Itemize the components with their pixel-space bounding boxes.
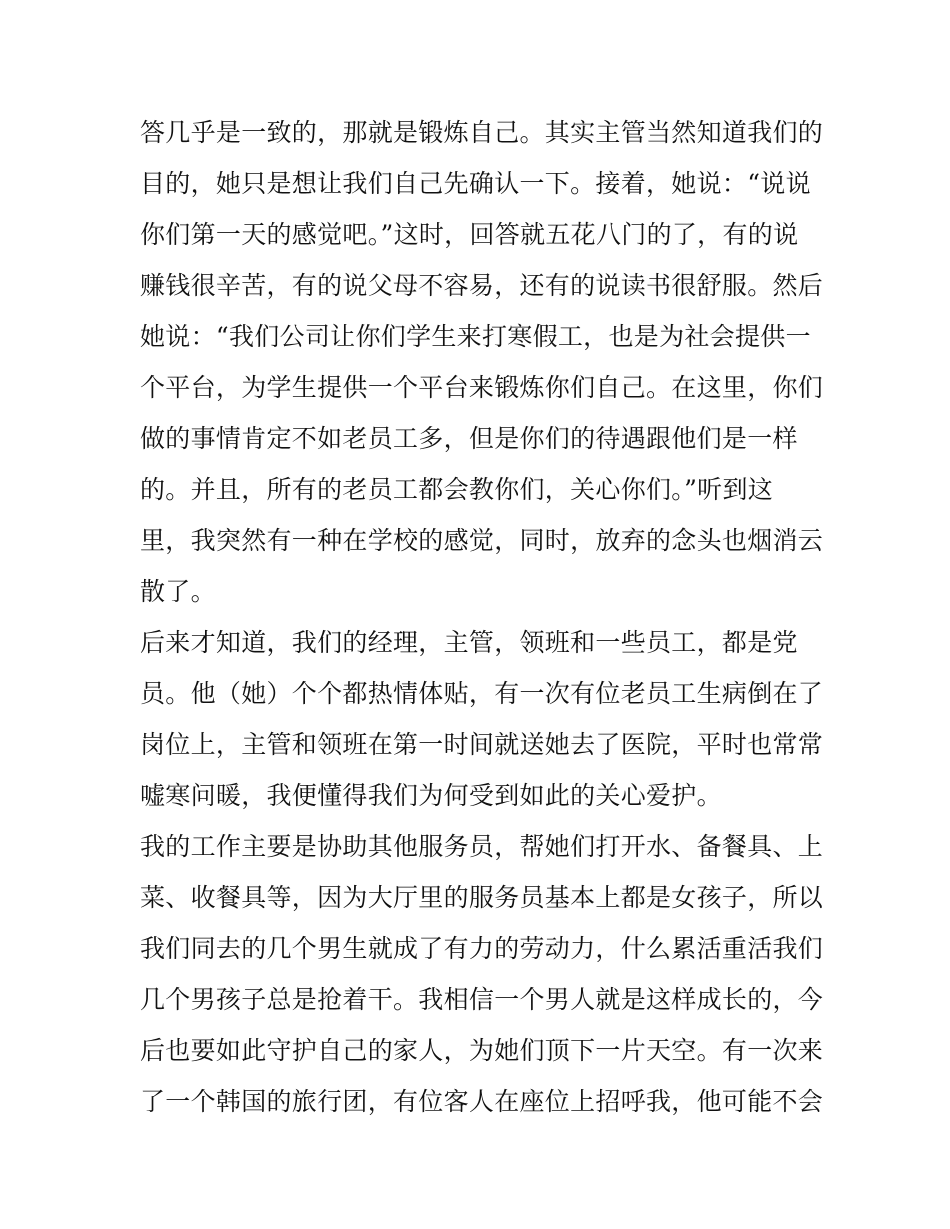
text-line: 员。他（她）个个都热情体贴，有一次有位老员工生病倒在了 [140, 679, 824, 708]
text-line: 她说：“我们公司让你们学生来打寒假工，也是为社会提供一 [140, 322, 811, 351]
text-line: 散了。 [140, 577, 216, 606]
text-line: 我们同去的几个男生就成了有力的劳动力，什么累活重活我们 [140, 934, 824, 963]
text-line: 后来才知道，我们的经理，主管，领班和一些员工，都是党 [140, 628, 798, 657]
text-line: 你们第一天的感觉吧。”这时，回答就五花八门的了，有的说 [140, 220, 799, 249]
text-line: 了一个韩国的旅行团，有位客人在座位上招呼我，他可能不会 [140, 1087, 824, 1116]
text-line: 的。并且，所有的老员工都会教你们，关心你们。”听到这 [140, 475, 774, 504]
text-line: 里，我突然有一种在学校的感觉，同时，放弃的念头也烟消云 [140, 526, 824, 555]
document-body [140, 107, 824, 1127]
text-line: 我的工作主要是协助其他服务员，帮她们打开水、备餐具、上 [140, 832, 824, 861]
text-line: 菜、收餐具等，因为大厅里的服务员基本上都是女孩子，所以 [140, 883, 824, 912]
text-line: 岗位上，主管和领班在第一时间就送她去了医院，平时也常常 [140, 730, 824, 759]
text-line: 嘘寒问暖，我便懂得我们为何受到如此的关心爱护。 [140, 781, 722, 810]
text-line: 赚钱很辛苦，有的说父母不容易，还有的说读书很舒服。然后 [140, 271, 824, 300]
text-line: 几个男孩子总是抢着干。我相信一个男人就是这样成长的，今 [140, 985, 824, 1014]
text-line: 后也要如此守护自己的家人，为她们顶下一片天空。有一次来 [140, 1036, 824, 1065]
text-line: 目的，她只是想让我们自己先确认一下。接着，她说：“说说 [140, 169, 811, 198]
text-line: 做的事情肯定不如老员工多，但是你们的待遇跟他们是一样 [140, 424, 798, 453]
text-line: 个平台，为学生提供一个平台来锻炼你们自己。在这里，你们 [140, 373, 824, 402]
text-line: 答几乎是一致的，那就是锻炼自己。其实主管当然知道我们的 [140, 118, 824, 147]
